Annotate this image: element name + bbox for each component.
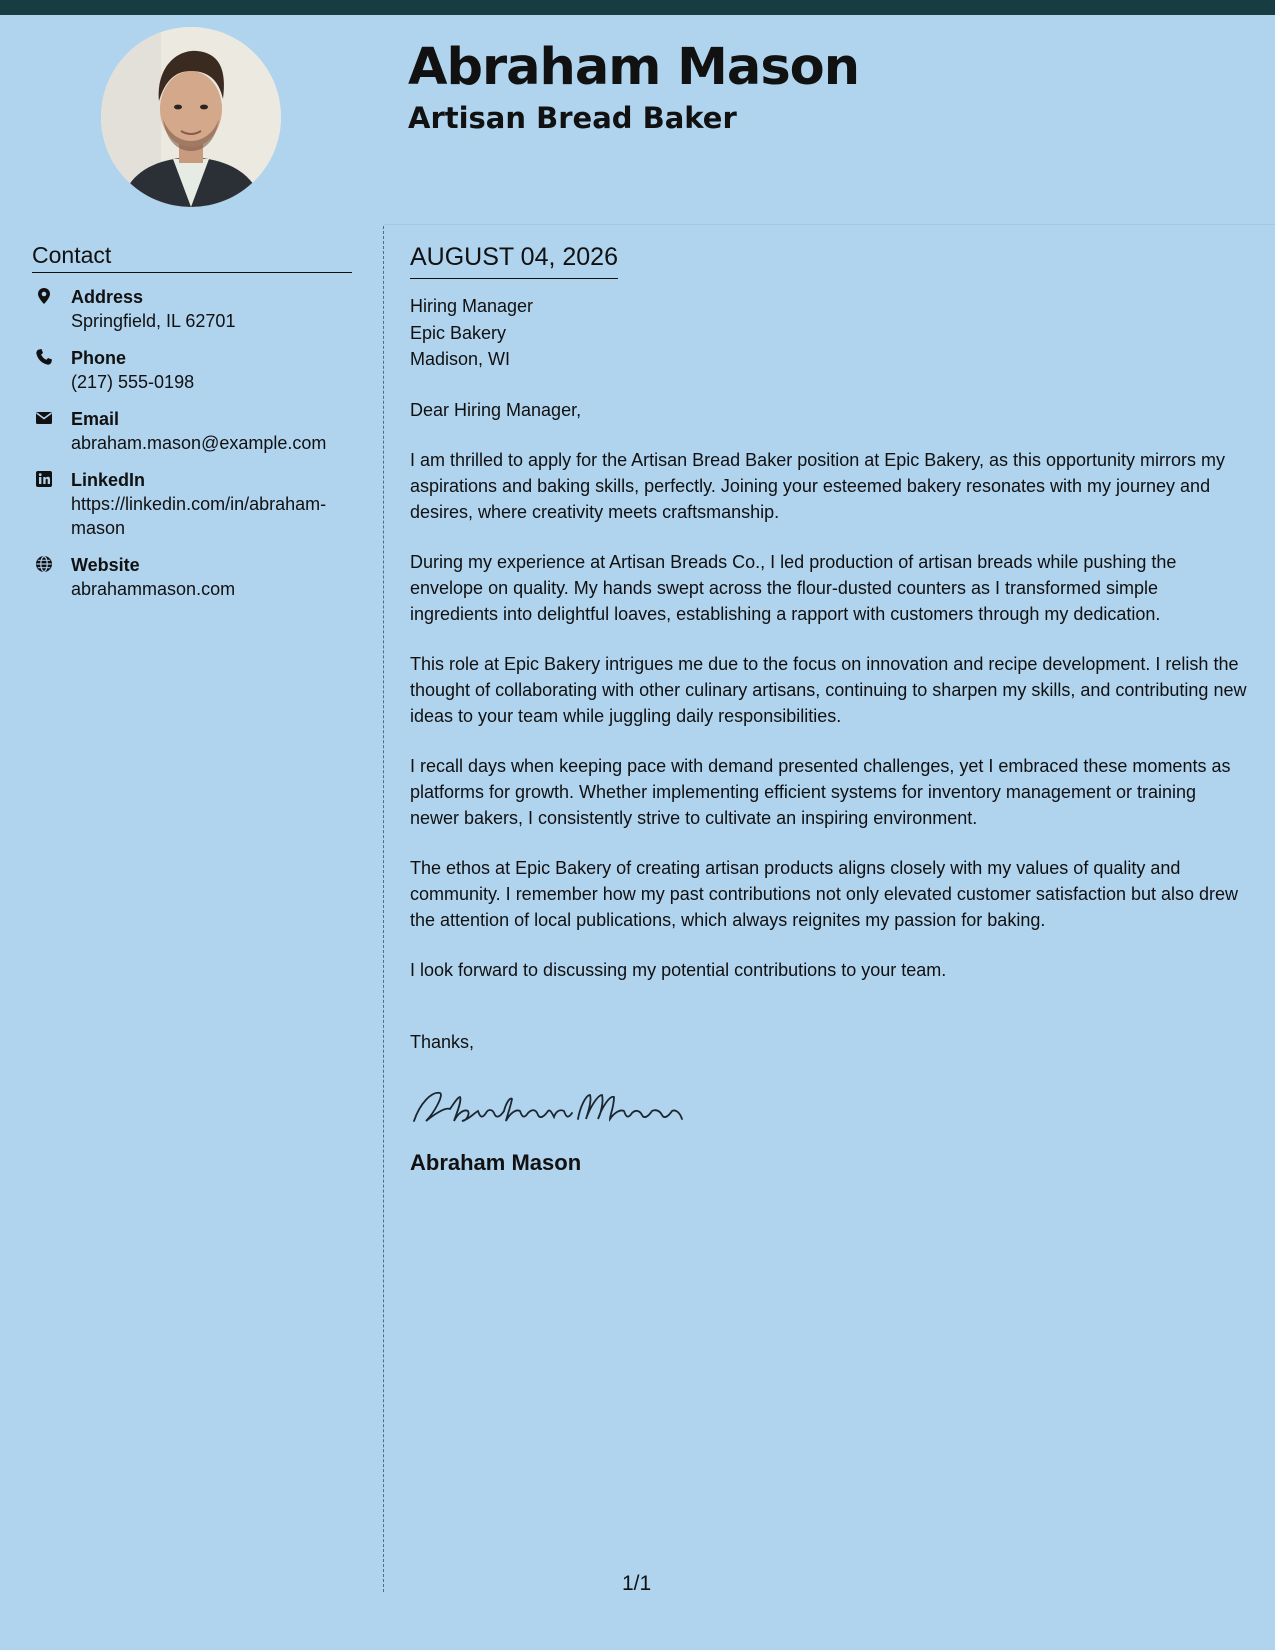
paragraph: The ethos at Epic Bakery of creating artisan products aligns closely with my values of quality and community. I remember how my past contributions not only elevated customer satisfaction but also drew the attention of local publications, which always reignites my passion for baking. <box>410 857 1239 930</box>
contact-item-email <box>32 407 352 455</box>
globe-icon <box>35 555 53 573</box>
contact-label: Email <box>71 409 120 429</box>
column-divider <box>383 226 384 1592</box>
address-value: Springfield, IL 62701 <box>71 311 236 331</box>
recipient-block <box>410 293 1250 373</box>
handwritten-signature <box>410 1083 1250 1129</box>
letter-date: AUGUST 04, 2026 <box>410 240 618 279</box>
paragraph: During my experience at Artisan Breads Co., I led production of artisan breads while pushing the envelope on quality. My hands swept across the flour-dusted counters as I transformed simple ingredients into delightful loaves, establishing a rapport with customers through my dedication. <box>410 551 1177 624</box>
paragraph: I am thrilled to apply for the Artisan Bread Baker position at Epic Bakery, as this opportunity mirrors my aspirations and baking skills, perfectly. Joining your esteemed bakery resonates with my journey and desires, where creativity meets craftsmanship. <box>410 449 1226 522</box>
contact-label: Website <box>71 555 140 575</box>
recipient-line: Epic Bakery <box>410 322 507 343</box>
recipient-line: Hiring Manager <box>410 296 534 316</box>
paragraph: I look forward to discussing my potential contributions to your team. <box>410 959 947 980</box>
contact-heading: Contact <box>32 240 352 273</box>
phone-value: (217) 555-0198 <box>71 372 195 392</box>
top-bar <box>0 0 1275 15</box>
map-pin-icon <box>35 287 53 305</box>
applicant-name: Abraham Mason <box>408 38 860 97</box>
contact-item-linkedin <box>32 468 352 540</box>
header-divider <box>384 224 1275 225</box>
contact-label: LinkedIn <box>71 470 146 490</box>
envelope-icon <box>35 409 53 427</box>
contact-item-address <box>32 285 352 333</box>
job-title: Artisan Bread Baker <box>408 101 737 135</box>
contact-sidebar <box>32 240 352 614</box>
email-value[interactable]: abraham.mason@example.com <box>71 433 327 453</box>
phone-icon <box>35 348 53 366</box>
paragraph: I recall days when keeping pace with demand presented challenges, yet I embraced these moments as platforms for growth. Whether implementing efficient systems for inventory management or training newer bakers, I consistently strive to cultivate an inspiring environment. <box>410 755 1231 828</box>
recipient-line: Madison, WI <box>410 349 511 369</box>
salutation: Dear Hiring Manager, <box>410 399 582 420</box>
website-value[interactable]: abrahammason.com <box>71 579 236 599</box>
linkedin-icon <box>35 470 53 488</box>
contact-label: Phone <box>71 348 127 368</box>
contact-item-website <box>32 553 352 601</box>
signed-name: Abraham Mason <box>410 1149 582 1175</box>
closing: Thanks, <box>410 1031 475 1052</box>
contact-label: Address <box>71 287 144 307</box>
letter-body <box>410 240 1250 1177</box>
contact-list <box>32 285 352 601</box>
linkedin-value[interactable]: https://linkedin.com/in/abraham-mason <box>71 494 327 538</box>
portrait-image <box>101 27 281 207</box>
page-number: 1/1 <box>622 1572 652 1595</box>
paragraph: This role at Epic Bakery intrigues me due to the focus on innovation and recipe development. I relish the thought of collaborating with other culinary artisans, continuing to sharpen my skills, and contributing new ideas to your team while juggling daily responsibilities. <box>410 653 1247 726</box>
contact-item-phone <box>32 346 352 394</box>
profile-photo <box>101 27 281 207</box>
